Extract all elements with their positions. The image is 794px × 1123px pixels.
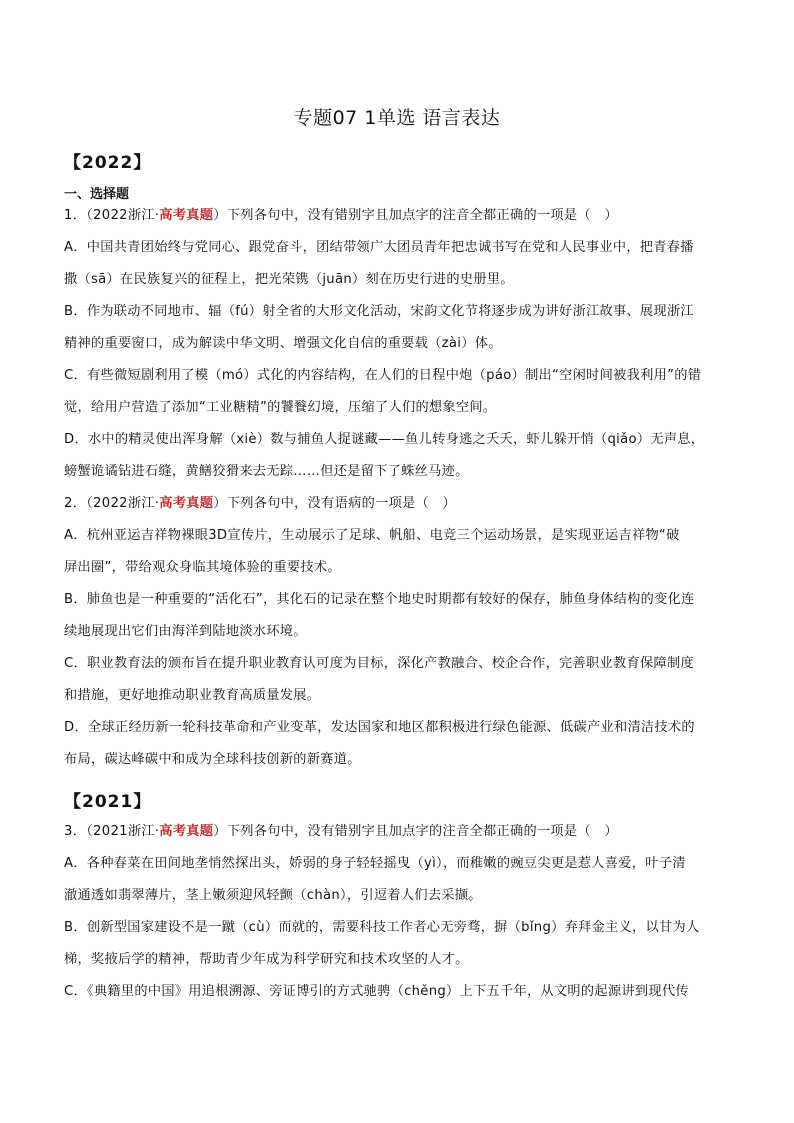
q2-option-d-line2: 布局，碳达峰碳中和成为全球科技创新的新赛道。 <box>64 752 361 767</box>
q1-option-c-line1: C．有些微短剧利用了模（mó）式化的内容结构，在人们的日程中炮（páo）制出“空闲时间被我利用”的错 <box>64 368 702 383</box>
question-2-stem <box>64 495 730 513</box>
q2-option-c-line2: 和措施，更好地推动职业教育高质量发展。 <box>64 688 321 703</box>
question-1-stem <box>64 207 730 225</box>
q2-option-a-line1: A．杭州亚运吉祥物裸眼3D宣传片，生动展示了足球、帆船、电竞三个运动场景，是实现亚运吉祥物“破 <box>64 528 680 543</box>
q1-option-c-line2: 觉，给用户营造了添加“工业糖精”的饕餮幻境，压缩了人们的想象空间。 <box>64 400 497 415</box>
q3-option-b-line1: B．创新型国家建设不是一蹴（cù）而就的，需要科技工作者心无旁骛，摒（bǐng）弃拜金主义，以甘为人 <box>64 920 700 935</box>
q1-option-a-line1: A．中国共青团始终与党同心、跟党奋斗，团结带领广大团员青年把忠诚书写在党和人民事业中，把青春播 <box>64 240 694 255</box>
q1-option-d-line1: D．水中的精灵使出浑身解（xiè）数与捕鱼人捉谜藏——鱼儿转身逃之夭夭，虾儿躲开悄（qiǎo）无声息， <box>64 432 705 447</box>
q2-option-c-line1: C．职业教育法的颁布旨在提升职业教育认可度为目标，深化产教融合、校企合作，完善职业教育保障制度 <box>64 656 694 671</box>
question-3-text: ）下列各句中，没有错别字且加点字的注音全都正确的一项是（ ） <box>213 824 618 839</box>
q2-option-a-line2: 屏出圈”，带给观众身临其境体验的重要技术。 <box>64 560 341 575</box>
q3-option-b-line2: 梯，奖掖后学的精神，帮助青少年成为科学研究和技术攻坚的人才。 <box>64 952 469 967</box>
question-1-text: ）下列各句中，没有错别字且加点字的注音全都正确的一项是（ ） <box>213 208 618 223</box>
source-tag: 高考真题 <box>159 496 214 511</box>
q2-option-d-line1: D．全球正经历新一轮科技革命和产业变革，发达国家和地区都积极进行绿色能源、低碳产业和清洁技术的 <box>64 720 695 735</box>
page-title: 专题07 1单选 语言表达 <box>293 107 501 129</box>
question-3-prefix: 3．（2021浙江· <box>64 824 160 839</box>
q3-option-c-line1: C．《典籍里的中国》用追根溯源、旁证博引的方式驰骋（chěng）上下五千年，从文明的起源讲到现代传 <box>64 984 689 999</box>
source-tag: 高考真题 <box>159 208 214 223</box>
section-heading: 一、选择题 <box>64 187 130 202</box>
year-heading-2022: 【2022】 <box>64 153 152 173</box>
question-1-prefix: 1．（2022浙江· <box>64 208 160 223</box>
q3-option-a-line2: 澈通透如翡翠薄片，茎上嫩须迎风轻颤（chàn），引逗着人们去采撷。 <box>64 888 482 903</box>
year-heading-2021: 【2021】 <box>64 792 152 812</box>
q1-option-b-line2: 精神的重要窗口，成为解读中华文明、增强文化自信的重要载（zài）体。 <box>64 336 502 351</box>
q1-option-a-line2: 撒（sā）在民族复兴的征程上，把光荣镌（juān）刻在历史行进的史册里。 <box>64 272 514 287</box>
q2-option-b-line2: 续地展现出它们由海洋到陆地淡水环境。 <box>64 624 307 639</box>
q1-option-d-line2: 螃蟹诡谲钻进石缝，黄鳝狡猾来去无踪……但还是留下了蛛丝马迹。 <box>64 464 469 479</box>
question-2-text: ）下列各句中，没有语病的一项是（ ） <box>213 496 457 511</box>
q2-option-b-line1: B．肺鱼也是一种重要的“活化石”，其化石的记录在整个地史时期都有较好的保存，肺鱼身体结构的变化连 <box>64 592 695 607</box>
source-tag: 高考真题 <box>159 824 214 839</box>
q3-option-a-line1: A．各种春菜在田间地垄悄然探出头，娇弱的身子轻轻摇曳（yì），而稚嫩的豌豆尖更是惹人喜爱，叶子清 <box>64 856 686 871</box>
question-3-stem <box>64 823 730 841</box>
q1-option-b-line1: B．作为联动不同地市、辐（fú）射全省的大形文化活动，宋韵文化节将逐步成为讲好浙江故事、展现浙江 <box>64 304 694 319</box>
question-2-prefix: 2．（2022浙江· <box>64 496 160 511</box>
